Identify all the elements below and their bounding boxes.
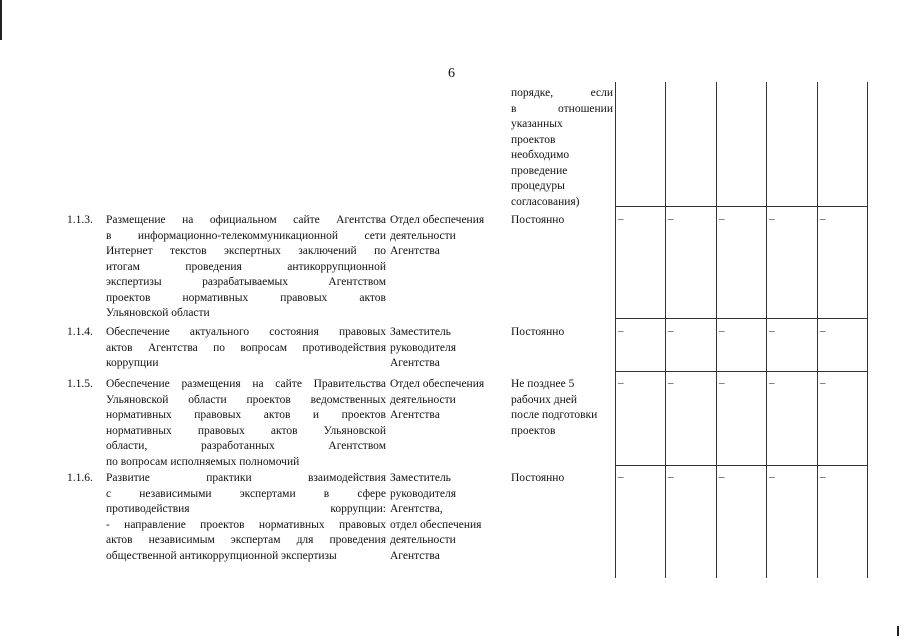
page-number: 6 — [448, 66, 455, 81]
term-continuation-line: необходимо — [511, 149, 570, 161]
cell-dash: – — [719, 377, 725, 389]
row-deadline — [511, 471, 613, 487]
row-responsible-line: деятельности — [390, 229, 456, 242]
term-continuation-line: согласования) — [511, 195, 580, 208]
row-responsible-line: Агентства, — [390, 503, 443, 515]
row-description-line: в информационно-телекоммуникационной сети — [106, 229, 386, 242]
row-description-line: актов независимым экспертам для проведения — [106, 534, 386, 546]
row-responsible-line: Агентства — [390, 245, 440, 257]
row-description-line: Обеспечение актуального состояния правовых — [106, 326, 386, 338]
term-continuation-line: проектов — [511, 133, 556, 146]
cell-dash: – — [618, 471, 624, 483]
row-description-line: по вопросам исполняемых полномочий — [106, 455, 300, 468]
row-responsible-line: Отдел обеспечения — [390, 214, 485, 226]
row-responsible-line: руководителя — [390, 341, 457, 354]
row-description-line: Развитие практики взаимодействия — [106, 472, 386, 484]
cell-dash: – — [820, 213, 826, 225]
cell-dash: – — [668, 213, 674, 225]
row-description-line: итогам проведения антикоррупционной — [106, 260, 386, 273]
row-responsible-line: отдел обеспечения — [390, 518, 482, 531]
row-deadline — [511, 325, 613, 341]
row-responsible-line: Агентства — [390, 409, 440, 421]
row-description-line: Ульяновской области — [106, 307, 210, 319]
row-deadline — [511, 213, 613, 229]
row-description-line: противодействия коррупции: — [106, 503, 386, 515]
row-responsible-line: деятельности — [390, 393, 456, 406]
row-deadline-line: проектов — [511, 424, 556, 437]
scan-edge-mark — [0, 0, 2, 40]
row-responsible-line: Агентства — [390, 357, 440, 369]
table-grid — [615, 82, 868, 578]
row-responsible — [390, 377, 508, 424]
cell-dash: – — [769, 471, 775, 483]
row-responsible-line: Агентства — [390, 549, 440, 562]
row-responsible — [390, 213, 508, 260]
cell-dash: – — [769, 377, 775, 389]
row-responsible-line: Заместитель — [390, 472, 451, 484]
cell-dash: – — [618, 377, 624, 389]
row-responsible-line: Отдел обеспечения — [390, 378, 485, 390]
row-number: 1.1.6. — [67, 472, 93, 484]
row-deadline-line: Постоянно — [511, 472, 565, 484]
row-description-line: области, разработанных Агентством — [106, 440, 386, 452]
row-deadline-line: рабочих дней — [511, 393, 577, 406]
term-continuation — [511, 86, 613, 210]
cell-dash: – — [820, 471, 826, 483]
row-description-line: проектов нормативных правовых актов — [106, 291, 386, 304]
row-responsible-line: Заместитель — [390, 326, 451, 338]
row-description — [106, 377, 386, 470]
row-responsible-line: руководителя — [390, 487, 457, 500]
row-description-line: актов Агентства по вопросам противодействия — [106, 341, 386, 354]
row-deadline — [511, 377, 613, 439]
row-description-line: экспертизы разрабатываемых Агентством — [106, 276, 386, 288]
row-number: 1.1.5. — [67, 378, 93, 390]
row-number: 1.1.4. — [67, 326, 93, 338]
cell-dash: – — [668, 471, 674, 483]
cell-dash: – — [719, 325, 725, 337]
row-description — [106, 213, 386, 322]
cell-dash: – — [618, 325, 624, 337]
row-description-line: коррупции — [106, 357, 159, 369]
row-responsible — [390, 471, 508, 564]
term-continuation-line: порядке, если — [511, 87, 613, 99]
row-description-line: нормативных правовых актов Ульяновской — [106, 424, 386, 437]
cell-dash: – — [719, 471, 725, 483]
row-description-line: Ульяновской области проектов ведомственных — [106, 393, 386, 406]
row-description — [106, 325, 386, 372]
row-description-line: Обеспечение размещения на сайте Правительства — [106, 378, 386, 390]
term-continuation-line: указанных — [511, 118, 563, 130]
row-number: 1.1.3. — [67, 214, 93, 226]
row-responsible — [390, 325, 508, 372]
term-continuation-line: процедуры — [511, 180, 565, 192]
term-continuation-line: проведение — [511, 164, 568, 177]
scan-edge-mark — [897, 626, 899, 636]
row-deadline-line: после подготовки — [511, 409, 598, 421]
cell-dash: – — [668, 325, 674, 337]
row-description-line: общественной антикоррупционной экспертизы — [106, 549, 337, 562]
row-responsible-line: деятельности — [390, 534, 456, 546]
row-description-line: с независимыми экспертами в сфере — [106, 487, 386, 500]
row-deadline-line: Постоянно — [511, 214, 565, 226]
cell-dash: – — [769, 325, 775, 337]
row-description — [106, 471, 386, 564]
cell-dash: – — [618, 213, 624, 225]
row-description-line: Размещение на официальном сайте Агентства — [106, 214, 386, 226]
row-description-line: - направление проектов нормативных правовых — [106, 518, 386, 531]
row-description-line: нормативных правовых актов и проектов — [106, 409, 386, 421]
cell-dash: – — [820, 377, 826, 389]
cell-dash: – — [820, 325, 826, 337]
row-description-line: Интернет текстов экспертных заключений по — [106, 245, 386, 257]
cell-dash: – — [668, 377, 674, 389]
cell-dash: – — [769, 213, 775, 225]
row-deadline-line: Постоянно — [511, 326, 565, 338]
row-deadline-line: Не позднее 5 — [511, 378, 575, 390]
cell-dash: – — [719, 213, 725, 225]
term-continuation-line: в отношении — [511, 102, 613, 115]
